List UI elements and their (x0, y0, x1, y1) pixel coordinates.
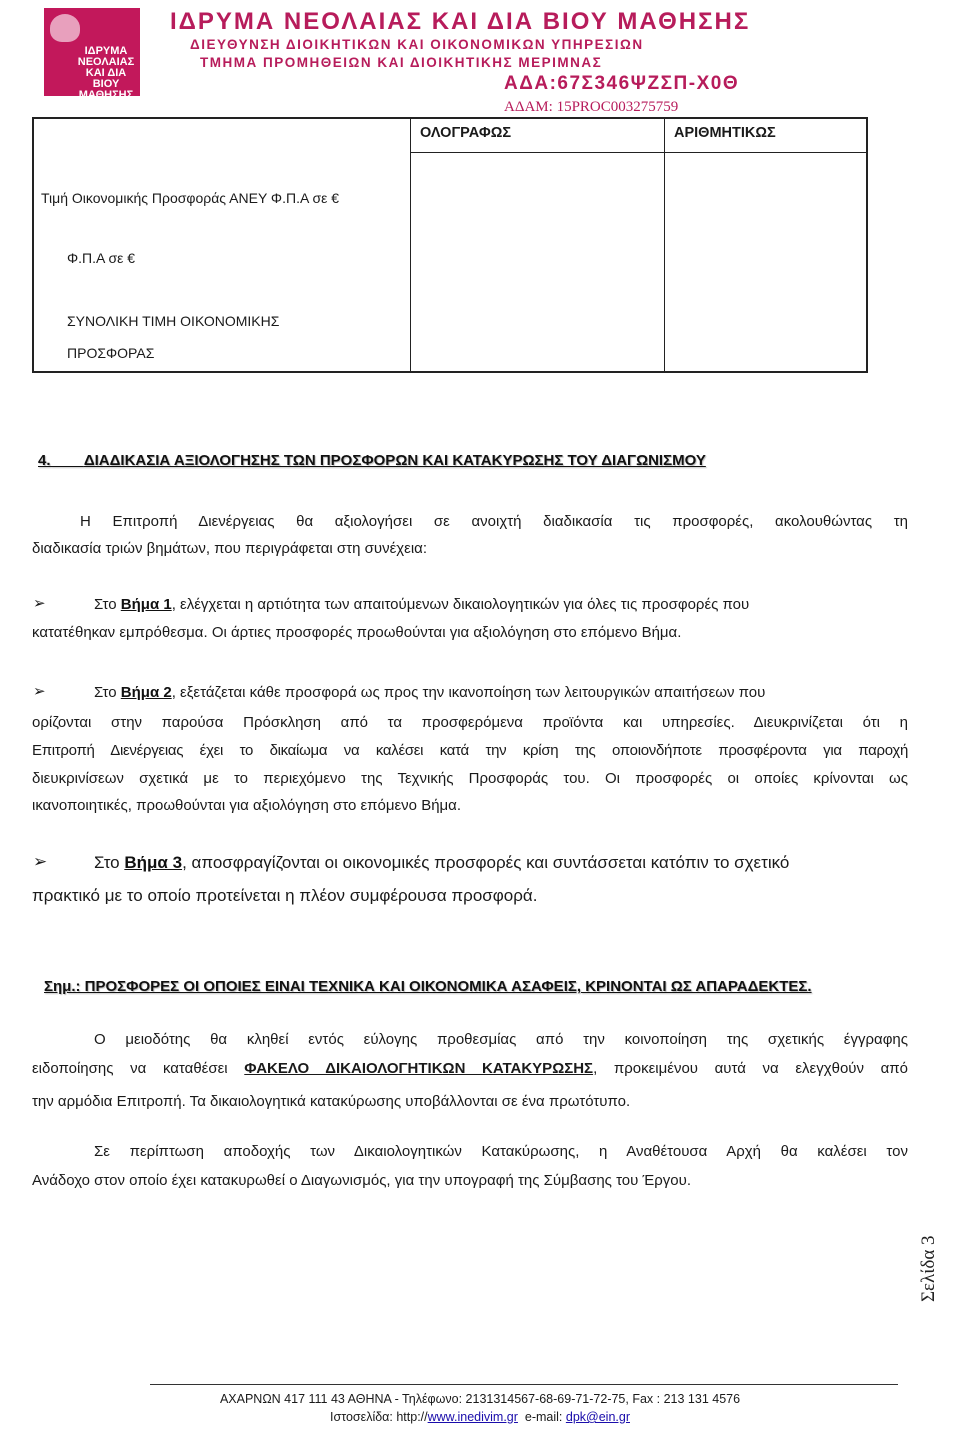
intro-line: Η Επιτροπή Διενέργειας θα αξιολογήσει σε ανοιχτή διαδικασία τις προσφορές, ακολουθώντας τη (80, 513, 908, 530)
step-2-line: Στο Βήμα 2, εξετάζεται κάθε προσφορά ως προς την ικανοποίηση των λειτουργικών απαιτήσεων που (94, 684, 766, 701)
section-number: 4. (38, 452, 51, 469)
step-1-line: Στο Βήμα 1, ελέγχεται η αρτιότητα των απαιτούμενων δικαιολογητικών για όλες τις προσφορές που (94, 596, 750, 613)
arrow-bullet-icon: ➢ (33, 852, 48, 871)
department-name: ΔΙΕΥΘΥΝΣΗ ΔΙΟΙΚΗΤΙΚΩΝ ΚΑΙ ΟΙΚΟΝΟΜΙΚΩΝ ΥΠΗΡΕΣΙΩΝ (190, 37, 644, 52)
organization-logo (44, 8, 140, 101)
step-3-label: Βήμα 3 (124, 853, 183, 872)
note-paragraph-line: την αρμόδια Επιτροπή. Τα δικαιολογητικά κατακύρωσης υποβάλλονται σε ένα πρωτότυπο. (32, 1093, 631, 1110)
note-paragraph-line: Ανάδοχο στον οποίο έχει κατακυρωθεί ο Διαγωνισμός, για την υπογραφή της Σύμβασης του Έργου. (32, 1172, 692, 1189)
email-link[interactable]: dpk@ein.gr (565, 1410, 630, 1424)
row-label-total-line1: ΣΥΝΟΛΙΚΗ ΤΙΜΗ ΟΙΚΟΝΟΜΙΚΗΣ (67, 313, 280, 329)
column-header-numeric: ΑΡΙΘΜΗΤΙΚΩΣ (674, 125, 776, 141)
website-link[interactable]: www.inedivim.gr (427, 1410, 518, 1424)
arrow-bullet-icon: ➢ (33, 683, 46, 700)
step-1-line: κατατέθηκαν εμπρόθεσμα. Οι άρτιες προσφορές προωθούνται για αξιολόγηση στο επόμενο Βήμα. (32, 624, 682, 641)
footer-address: ΑΧΑΡΝΩΝ 417 111 43 ΑΘΗΝΑ - Τηλέφωνο: 2131314567-68-69-71-72-75, Fax : 213 131 4576 (219, 1392, 741, 1406)
table-divider (410, 119, 411, 371)
step-2-line: ικανοποιητικές, προωθούνται για αξιολόγηση στο επόμενο Βήμα. (32, 797, 462, 814)
note-paragraph-line: Ο μειοδότης θα κληθεί εντός εύλογης προθεσμίας από την κοινοποίηση της σχετικής έγγραφης (94, 1031, 908, 1048)
ada-code: ΑΔΑ:67Σ346ΨΖΣΠ-Χ0Θ (504, 73, 740, 94)
envelope-label: ΦΑΚΕΛΟ ΔΙΚΑΙΟΛΟΓΗΤΙΚΩΝ ΚΑΤΑΚΥΡΩΣΗΣ (244, 1060, 594, 1077)
step-1-label: Βήμα 1 (120, 596, 172, 613)
table-divider (410, 152, 866, 153)
footer-divider (150, 1384, 898, 1385)
adam-code: ΑΔΑΜ: 15PROC003275759 (504, 99, 679, 115)
logo-text: ΙΔΡΥΜΑ ΝΕΟΛΑΙΑΣ ΚΑΙ ΔΙΑ ΒΙΟΥ ΜΑΘΗΣΗΣ (77, 45, 135, 101)
note-heading: Σημ.: ΠΡΟΣΦΟΡΕΣ ΟΙ ΟΠΟΙΕΣ ΕΙΝΑΙ ΤΕΧΝΙΚΑ ΚΑΙ ΟΙΚΟΝΟΜΙΚΑ ΑΣΑΦΕΙΣ, ΚΡΙΝΟΝΤΑΙ ΩΣ ΑΠΑΡΑΔΕΚΤΕΣ. (44, 978, 812, 995)
note-paragraph-line: ειδοποίησης να καταθέσει ΦΑΚΕΛΟ ΔΙΚΑΙΟΛΟΓΗΤΙΚΩΝ ΚΑΤΑΚΥΡΩΣΗΣ, προκειμένου αυτά να ελεγχθούν από (32, 1060, 908, 1077)
section-name: ΤΜΗΜΑ ΠΡΟΜΗΘΕΙΩΝ ΚΑΙ ΔΙΟΙΚΗΤΙΚΗΣ ΜΕΡΙΜΝΑΣ (200, 55, 603, 70)
price-table (32, 117, 868, 373)
intro-line: διαδικασία τριών βημάτων, που περιγράφεται στη συνέχεια: (32, 540, 427, 557)
step-2-line: Επιτροπή Διενέργειας έχει το δικαίωμα να καλέσει κατά την κρίση της οποιονδήποτε προσφέροντα για παροχή (32, 742, 908, 759)
logo-emblem-icon (50, 14, 80, 42)
note-paragraph-line: Σε περίπτωση αποδοχής των Δικαιολογητικών Κατακύρωσης, η Αναθέτουσα Αρχή θα καλέσει τον (94, 1143, 908, 1160)
section-title: ΔΙΑΔΙΚΑΣΙΑ ΑΞΙΟΛΟΓΗΣΗΣ ΤΩΝ ΠΡΟΣΦΟΡΩΝ ΚΑΙ ΚΑΤΑΚΥΡΩΣΗΣ ΤΟΥ ΔΙΑΓΩΝΙΣΜΟΥ (83, 452, 706, 469)
step-3-line: Στο Βήμα 3, αποσφραγίζονται οι οικονομικές προσφορές και συντάσσεται κατόπιν το σχετικό (94, 853, 790, 872)
step-2-line: διευκρινίσεων σχετικά με το περιεχόμενο της Τεχνικής Προσφοράς του. Οι προσφορές οι οποίες κρίνονται ως (32, 770, 908, 787)
footer-contacts: Ιστοσελίδα: http://www.inedivim.gr e-mail: dpk@ein.gr (330, 1410, 630, 1424)
section-heading (38, 452, 706, 469)
row-label-total-line2: ΠΡΟΣΦΟΡΑΣ (67, 345, 155, 361)
organization-title: ΙΔΡΥΜΑ ΝΕΟΛΑΙΑΣ ΚΑΙ ΔΙΑ ΒΙΟΥ ΜΑΘΗΣΗΣ (170, 8, 751, 35)
row-label-vat: Φ.Π.Α σε € (67, 250, 136, 266)
step-2-line: ορίζονται στην παρούσα Πρόσκληση από τα προσφερόμενα προϊόντα και υπηρεσίες. Διευκρινίζεται ότι η (32, 714, 908, 731)
step-2-label: Βήμα 2 (120, 684, 172, 701)
page-number: Σελίδα 3 (918, 1235, 939, 1302)
table-divider (664, 119, 665, 371)
step-3-line: πρακτικό με το οποίο προτείνεται η πλέον συμφέρουσα προσφορά. (32, 886, 538, 905)
row-label-price-without-vat: Τιμή Οικονομικής Προσφοράς ΑΝΕΥ Φ.Π.Α σε € (41, 190, 340, 206)
column-header-words: ΟΛΟΓΡΑΦΩΣ (420, 125, 512, 141)
arrow-bullet-icon: ➢ (33, 595, 46, 612)
